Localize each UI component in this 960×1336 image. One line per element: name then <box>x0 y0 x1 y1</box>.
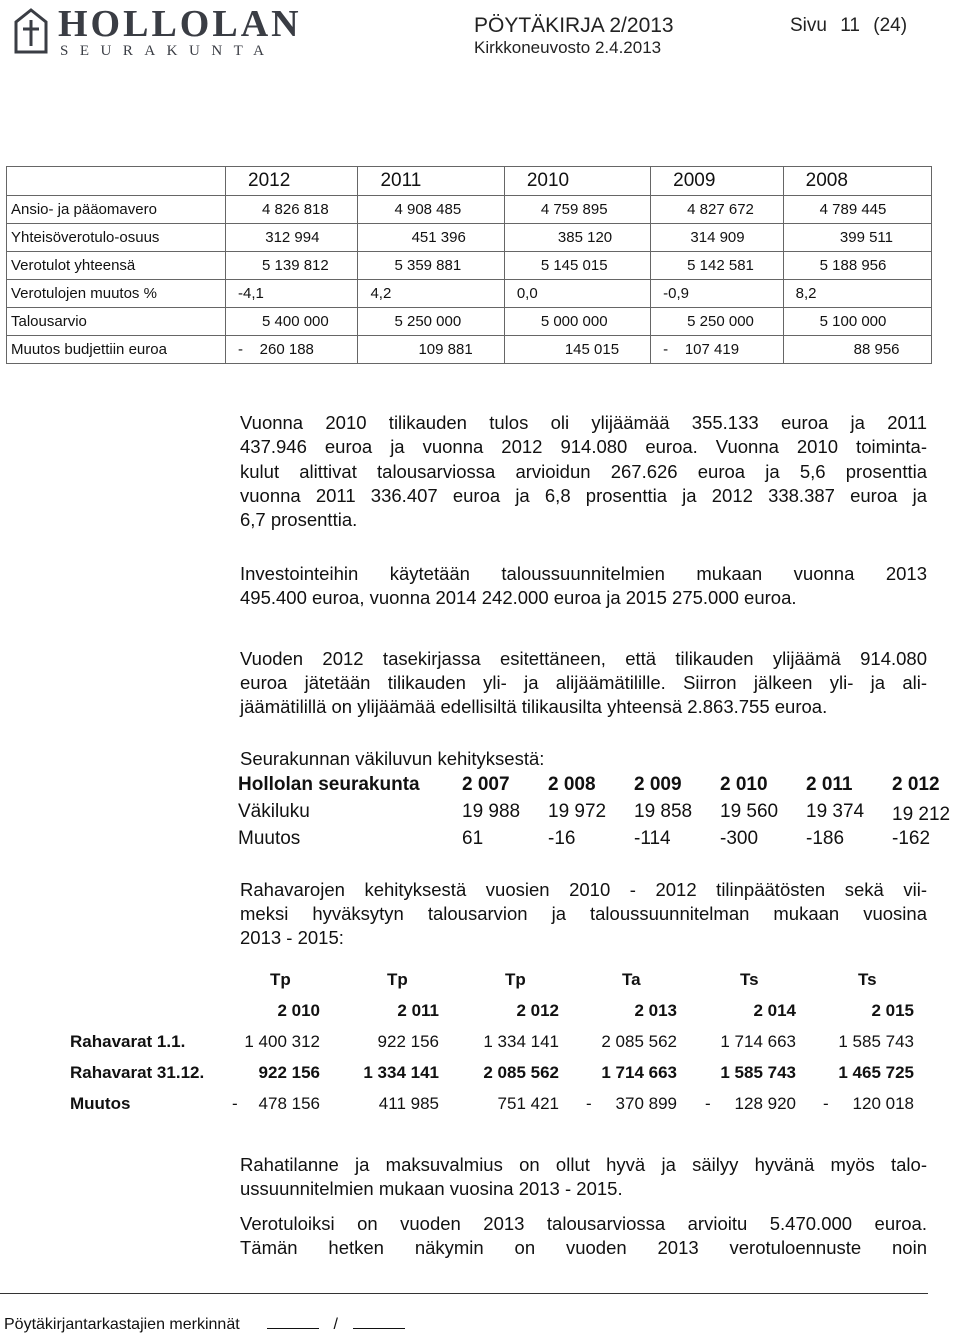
population-row <box>238 801 960 825</box>
text-line: 437.946 euroa ja vuonna 2012 914.080 euroa. Vuonna 2010 toiminta- <box>240 436 927 458</box>
population-cell: 19 858 <box>634 801 693 822</box>
footer-slash: / <box>333 1316 338 1333</box>
year-header: 2009 <box>651 167 783 196</box>
table-cell: - 260 188 <box>226 336 358 364</box>
cash-year: 2 012 <box>516 1001 559 1020</box>
logo-name: HOLLOLAN <box>58 3 302 45</box>
cash-cell: 1 585 743 <box>720 1063 796 1082</box>
table-header-row <box>7 167 932 196</box>
population-cell: 19 212 <box>892 804 951 825</box>
table-cell: -4,1 <box>226 280 358 308</box>
table-cell: 5 000 000 <box>504 308 650 336</box>
table-cell: 145 015 <box>504 336 650 364</box>
cash-table <box>0 968 960 1118</box>
cash-cell: 2 085 562 <box>601 1032 677 1051</box>
text-line: Vuoden 2012 tasekirjassa esitettäneen, että tilikauden ylijäämä 914.080 <box>240 648 927 669</box>
text-line: Rahatilanne ja maksuvalmius on ollut hyvä ja säilyy hyvänä myös talo- <box>240 1154 927 1175</box>
footer-divider <box>0 1293 928 1294</box>
paragraph-cash-intro <box>240 878 927 950</box>
table-cell: 4 908 485 <box>358 196 504 224</box>
table-row <box>7 252 932 280</box>
table-cell: 451 396 <box>358 224 504 252</box>
table-cell: 5 142 581 <box>651 252 783 280</box>
table-cell: 109 881 <box>358 336 504 364</box>
table-cell: 4 826 818 <box>226 196 358 224</box>
table-cell: 312 994 <box>226 224 358 252</box>
table-cell: 88 956 <box>783 336 931 364</box>
cash-cell: 1 714 663 <box>601 1063 677 1082</box>
cash-cell: 1 334 141 <box>363 1063 439 1082</box>
cash-cell: 1 714 663 <box>720 1032 796 1051</box>
population-title: Seurakunnan väkiluvun kehityksestä: <box>240 748 545 769</box>
cash-row-label: Rahavarat 31.12. <box>70 1063 205 1082</box>
population-cell: -114 <box>634 828 671 849</box>
cash-year: 2 014 <box>753 1001 796 1020</box>
table-row <box>7 308 932 336</box>
minus-sign: - <box>232 1094 238 1113</box>
population-row-label: Väkiluku <box>238 801 310 822</box>
cash-year: 2 011 <box>397 1001 439 1020</box>
cash-cell: 922 156 <box>258 1063 320 1082</box>
table-cell: 5 359 881 <box>358 252 504 280</box>
population-cell: 19 374 <box>806 801 865 822</box>
text-line: 6,7 prosenttia. <box>240 509 358 531</box>
table-cell: 4 827 672 <box>651 196 783 224</box>
population-year: 2 008 <box>548 774 596 795</box>
minus-sign: - <box>705 1094 711 1113</box>
cash-cell: 478 156 <box>258 1094 320 1113</box>
cash-row-label: Rahavarat 1.1. <box>70 1032 186 1051</box>
table-cell: 5 250 000 <box>651 308 783 336</box>
row-label: Muutos budjettiin euroa <box>7 336 226 364</box>
table-cell: 385 120 <box>504 224 650 252</box>
logo-subtitle: SEURAKUNTA <box>60 43 276 59</box>
row-label: Yhteisöverotulo-osuus <box>7 224 226 252</box>
cash-cell: 1 334 141 <box>483 1032 559 1051</box>
document-subtitle: Kirkkoneuvosto 2.4.2013 <box>474 38 662 57</box>
text-line: Tämän hetken näkymin on vuoden 2013 verotuloennuste noin <box>240 1237 927 1258</box>
table-cell: 8,2 <box>783 280 931 308</box>
year-header: 2008 <box>783 167 931 196</box>
text-line: vuonna 2011 336.407 euroa ja 6,8 prosenttia ja 2012 338.387 euroa ja <box>240 484 927 506</box>
table-cell: 314 909 <box>651 224 783 252</box>
cash-cell: 128 920 <box>734 1094 796 1113</box>
cash-type: Ts <box>740 970 759 989</box>
text-line: Verotuloiksi on vuoden 2013 talousarviossa arvioitu 5.470.000 euroa. <box>240 1213 927 1234</box>
paragraph-investments <box>240 562 927 610</box>
cash-cell: 1 400 312 <box>244 1032 320 1051</box>
table-cell: 399 511 <box>783 224 931 252</box>
tax-income-table <box>6 166 932 364</box>
cash-type: Ts <box>858 970 877 989</box>
cash-type: Tp <box>387 970 408 989</box>
table-cell: 5 145 015 <box>504 252 650 280</box>
table-row <box>7 224 932 252</box>
table-cell: 5 400 000 <box>226 308 358 336</box>
text-line: ussuunnitelmien mukaan vuosina 2013 - 2015. <box>240 1178 623 1199</box>
cash-type: Tp <box>270 970 291 989</box>
table-cell: 4 789 445 <box>783 196 931 224</box>
row-label: Verotulot yhteensä <box>7 252 226 280</box>
population-row <box>238 828 960 852</box>
initials-blank-2[interactable] <box>353 1314 405 1329</box>
footer-label: Pöytäkirjantarkastajien merkinnät <box>4 1316 240 1333</box>
year-header: 2012 <box>226 167 358 196</box>
population-year: 2 009 <box>634 774 682 795</box>
table-cell: 5 188 956 <box>783 252 931 280</box>
year-header: 2010 <box>504 167 650 196</box>
table-row <box>7 196 932 224</box>
year-header: 2011 <box>358 167 504 196</box>
table-cell: 4 759 895 <box>504 196 650 224</box>
table-cell: 5 139 812 <box>226 252 358 280</box>
cash-row-label: Muutos <box>70 1094 131 1113</box>
cash-type: Tp <box>505 970 526 989</box>
table-cell: - 107 419 <box>651 336 783 364</box>
cash-cell: 922 156 <box>377 1032 439 1051</box>
church-logo-icon <box>12 8 50 54</box>
cash-year: 2 010 <box>277 1001 320 1020</box>
population-header-row <box>238 774 960 798</box>
table-cell: -0,9 <box>651 280 783 308</box>
cash-year: 2 015 <box>871 1001 914 1020</box>
cash-year: 2 013 <box>634 1001 677 1020</box>
population-cell: -300 <box>720 828 759 849</box>
population-cell: 19 988 <box>462 801 521 822</box>
text-line: Vuonna 2010 tilikauden tulos oli ylijäämää 355.133 euroa ja 2011 <box>240 412 927 433</box>
row-label: Talousarvio <box>7 308 226 336</box>
cash-cell: 411 985 <box>378 1094 439 1113</box>
page-number: Sivu 11 (24) <box>790 15 908 36</box>
document-title: PÖYTÄKIRJA 2/2013 <box>474 14 674 37</box>
paragraph-result <box>240 411 927 532</box>
cash-cell: 2 085 562 <box>483 1063 559 1082</box>
population-header-label: Hollolan seurakunta <box>238 774 420 795</box>
row-label: Verotulojen muutos % <box>7 280 226 308</box>
cash-cell: 370 899 <box>615 1094 677 1113</box>
minus-sign: - <box>586 1094 592 1113</box>
paragraph-liquidity <box>240 1153 927 1201</box>
table-row <box>7 336 932 364</box>
text-line: jäämätilillä on ylijäämää edellisiltä tilikausilta yhteensä 2.863.755 euroa. <box>240 696 828 717</box>
initials-blank-1[interactable] <box>267 1314 319 1329</box>
population-cell: -162 <box>892 828 931 849</box>
table-row <box>7 280 932 308</box>
cash-cell: 120 018 <box>852 1094 914 1113</box>
population-year: 2 010 <box>720 774 768 795</box>
paragraph-balance <box>240 647 927 719</box>
table-cell: 0,0 <box>504 280 650 308</box>
text-line: meksi hyväksytyn talousarvion ja taloussuunnitelman mukaan vuosina <box>240 903 927 924</box>
text-line: euroa jätetään tilikauden yli- ja alijäämätilille. Siirron jälkeen yli- ja ali- <box>240 672 927 693</box>
paragraph-tax-forecast <box>240 1212 927 1260</box>
text-line: 2013 - 2015: <box>240 927 344 948</box>
cash-type: Ta <box>622 970 641 989</box>
table-corner-cell <box>7 167 226 196</box>
text-line: kulut alittivat talousarviossa arvioidun 267.626 euroa ja 5,6 prosenttia <box>240 460 927 482</box>
table-cell: 4,2 <box>358 280 504 308</box>
population-cell: 19 560 <box>720 801 779 822</box>
table-cell: 5 250 000 <box>358 308 504 336</box>
population-year: 2 012 <box>892 774 940 795</box>
minus-sign: - <box>823 1094 829 1113</box>
population-cell: -16 <box>548 828 576 849</box>
footer-reviewers <box>4 1314 405 1334</box>
text-line: Investointeihin käytetään taloussuunnitelmien mukaan vuonna 2013 <box>240 563 927 584</box>
cash-cell: 1 465 725 <box>838 1063 914 1082</box>
population-cell: -186 <box>806 828 845 849</box>
cash-cell: 751 421 <box>497 1094 559 1113</box>
table-cell: 5 100 000 <box>783 308 931 336</box>
population-year: 2 007 <box>462 774 510 795</box>
population-cell: 61 <box>462 828 484 849</box>
row-label: Ansio- ja pääomavero <box>7 196 226 224</box>
text-line: 495.400 euroa, vuonna 2014 242.000 euroa ja 2015 275.000 euroa. <box>240 587 797 608</box>
population-row-label: Muutos <box>238 828 301 849</box>
population-year: 2 011 <box>806 774 853 795</box>
cash-cell: 1 585 743 <box>838 1032 914 1051</box>
population-cell: 19 972 <box>548 801 607 822</box>
text-line: Rahavarojen kehityksestä vuosien 2010 - 2012 tilinpäätösten sekä vii- <box>240 879 927 900</box>
